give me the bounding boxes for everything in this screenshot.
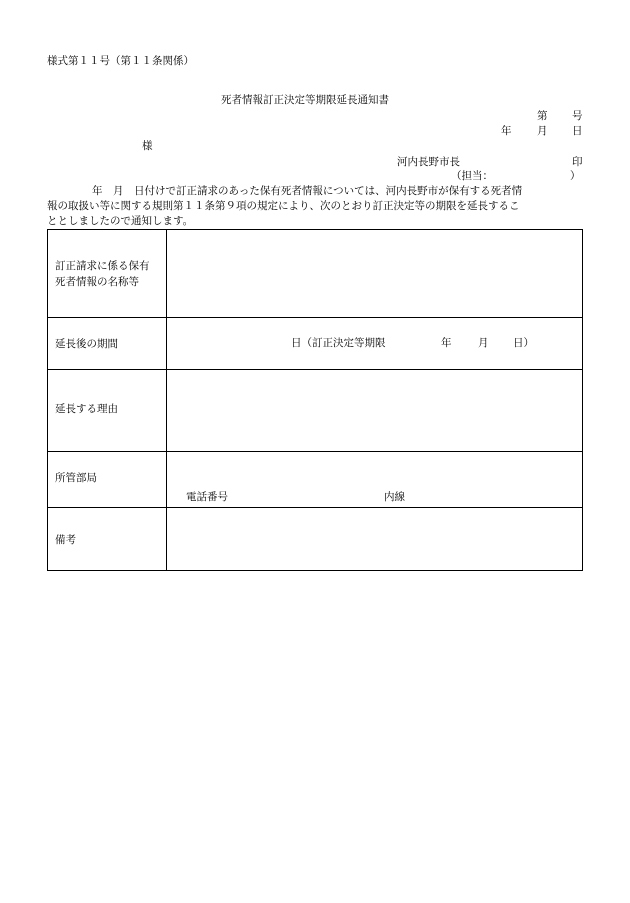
extension-label: 内線 (384, 491, 405, 503)
period-year-text: 年 (441, 337, 452, 349)
doc-number-dai: 第 (537, 110, 548, 122)
period-day-text: 日（訂正決定等期限 (291, 337, 386, 349)
target-info-label-line2: 死者情報の名称等 (55, 276, 139, 288)
body-line-3: ととしましたので通知します。 (47, 215, 194, 227)
sender-name: 河内長野市長 (397, 156, 460, 168)
notice-table (47, 229, 583, 571)
body-line-2: 報の取扱い等に関する規則第１１条第９項の規定により、次のとおり訂正決定等の期限を延長するこ (47, 200, 520, 212)
contact-close: ） (570, 170, 581, 182)
table-row-remarks (48, 508, 583, 571)
target-info-value-cell[interactable] (167, 230, 583, 318)
label-cell (48, 452, 167, 508)
department-value-cell[interactable] (167, 452, 583, 508)
date-year: 年 (501, 125, 512, 137)
label-cell (48, 508, 167, 571)
label-cell (48, 318, 167, 370)
phone-number-label: 電話番号 (186, 491, 228, 503)
reason-value-cell[interactable] (167, 370, 583, 452)
table-row-target-info (48, 230, 583, 318)
period-close-text: 日） (513, 337, 534, 349)
extended-period-value-cell[interactable] (167, 318, 583, 370)
document-title: 死者情報訂正決定等期限延長通知書 (221, 94, 389, 106)
period-month-text: 月 (478, 337, 489, 349)
table-row-reason (48, 370, 583, 452)
table-row-department (48, 452, 583, 508)
extended-period-label: 延長後の期間 (55, 338, 118, 350)
date-day: 日 (572, 125, 583, 137)
date-month: 月 (537, 125, 548, 137)
doc-number-go: 号 (572, 110, 583, 122)
remarks-value-cell[interactable] (167, 508, 583, 571)
form-number: 様式第１１号（第１１条関係） (47, 55, 194, 67)
remarks-label: 備考 (55, 534, 76, 546)
table-row-extended-period (48, 318, 583, 370)
label-cell (48, 370, 167, 452)
label-cell (48, 230, 167, 318)
target-info-label-line1: 訂正請求に係る保有 (55, 260, 150, 272)
seal-mark: 印 (572, 156, 583, 168)
department-label: 所管部局 (55, 472, 97, 484)
reason-label: 延長する理由 (55, 403, 118, 415)
addressee-suffix: 様 (142, 140, 153, 152)
body-line-1: 年 月 日付けで訂正請求のあった保有死者情報については、河内長野市が保有する死者情 (92, 185, 523, 197)
contact-open: （担当： (451, 170, 493, 182)
